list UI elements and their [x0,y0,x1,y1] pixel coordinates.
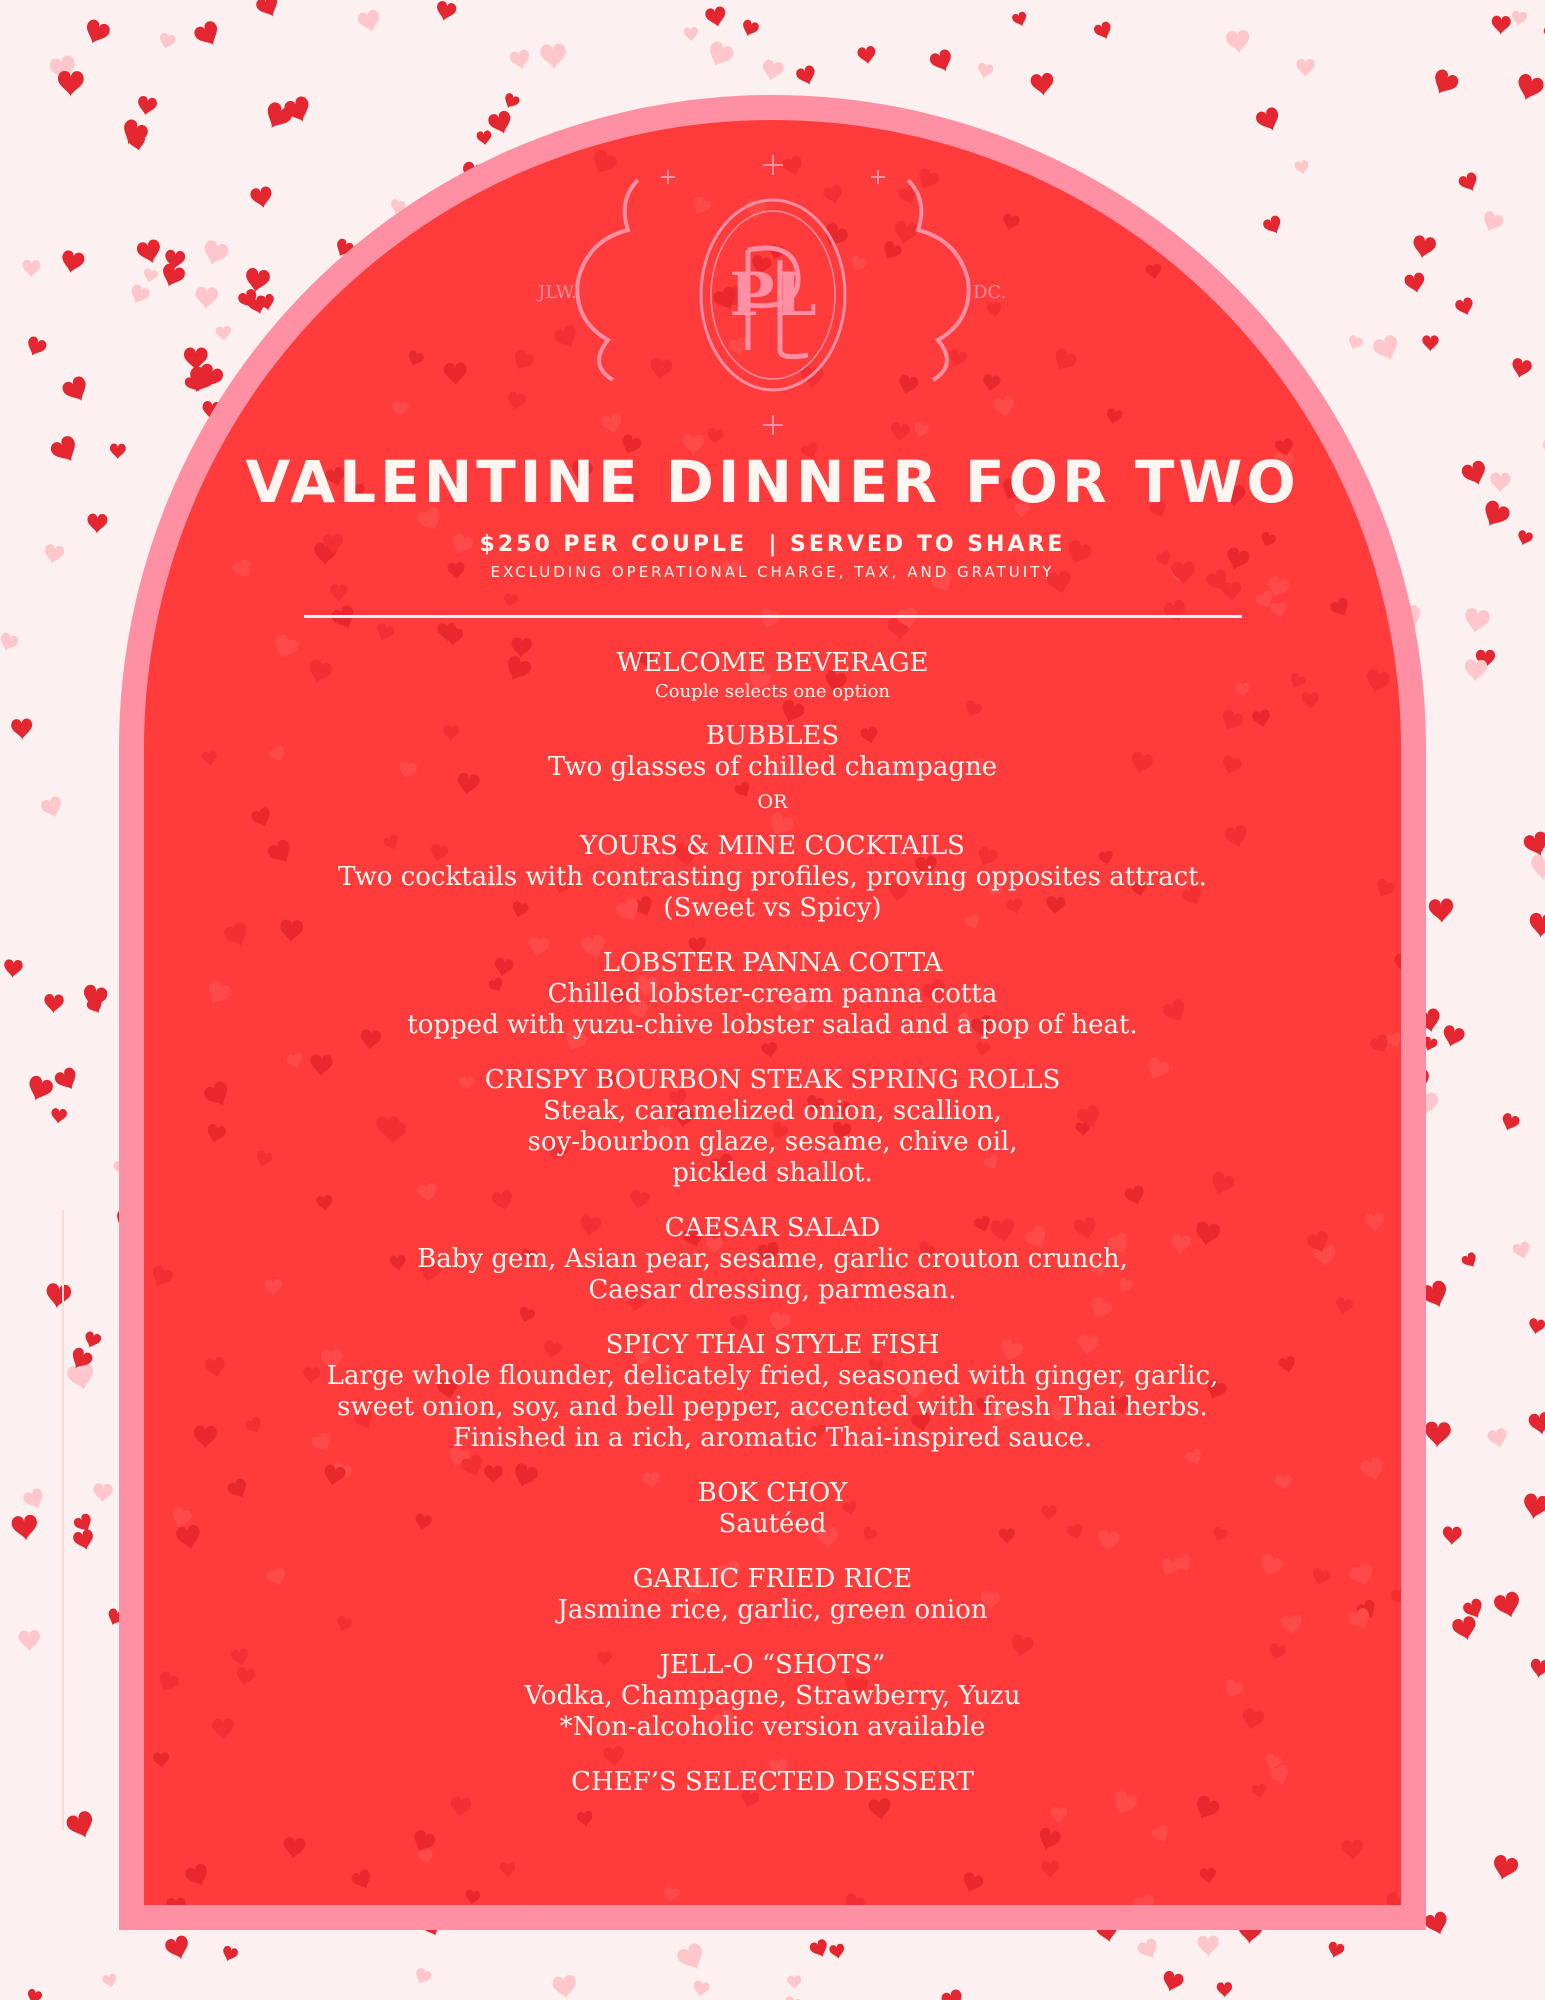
divider [304,615,1242,618]
menu-course [144,1213,1401,1306]
heart-icon [412,1966,433,1988]
course-description: soy-bourbon glaze, sesame, chive oil, [527,1127,1018,1157]
or-separator: OR [757,791,788,813]
heart-icon [1199,1867,1217,1885]
heart-icon [191,121,216,146]
heart-icon [192,19,224,51]
heart-icon [50,1108,67,1125]
heart-icon [220,1945,239,1964]
heart-icon [1442,1526,1462,1546]
heart-icon [101,1973,118,1990]
heart-icon [356,8,383,35]
price-note: EXCLUDING OPERATIONAL CHARGE, TAX, AND GRATUITY [490,563,1055,581]
heart-icon [405,349,424,369]
heart-icon [202,378,229,405]
heart-icon [1510,10,1527,27]
heart-icon [1457,171,1481,195]
course-name: CAESAR SALAD [664,1213,881,1243]
course-description: *Non-alcoholic version available [559,1712,986,1742]
heart-icon [23,260,41,278]
heart-icon [1423,1910,1451,1938]
heart-icon [1492,1590,1523,1621]
option-description: Two cocktails with contrasting profiles, proving opposites attract. [338,862,1207,892]
course-name: SPICY THAI STYLE FISH [605,1330,940,1360]
menu-title: VALENTINE DINNER FOR TWO [245,448,1300,516]
heart-icon [1440,1024,1466,1050]
option-heading: BUBBLES [705,721,840,751]
heart-icon [164,1934,193,1963]
menu-course [144,1564,1401,1626]
heart-icon [692,1980,711,1999]
heart-icon [1296,59,1315,78]
heart-icon [184,1862,213,1891]
heart-icon [1134,135,1163,164]
course-description: Chilled lobster-cream panna cotta [547,979,998,1009]
heart-icon [145,187,163,205]
heart-icon [1462,607,1490,636]
heart-icon [1454,296,1476,318]
menu-course [144,1478,1401,1540]
heart-icon [1049,346,1079,376]
course-name: CRISPY BOURBON STEAK SPRING ROLLS [484,1065,1061,1095]
heart-icon [253,318,276,342]
heart-icon [516,1904,537,1905]
menu-course [144,1330,1401,1454]
heart-icon [59,249,85,275]
heart-icon [23,335,48,360]
heart-icon [1490,1854,1520,1884]
course-name: LOBSTER PANNA COTTA [602,948,943,978]
heart-icon [330,222,346,238]
heart-icon [24,1074,55,1105]
course-description: Caesar dressing, parmesan. [588,1275,957,1305]
heart-icon [1090,124,1117,151]
heart-icon [1486,1427,1509,1450]
heart-icon [136,95,158,117]
heart-icon [500,1863,515,1879]
heart-icon [0,631,20,654]
heart-icon [1030,72,1055,97]
heart-icon [1093,20,1115,42]
heart-icon [1464,659,1488,683]
heart-icon [1276,257,1293,274]
heart-icon [1041,1861,1059,1879]
heart-icon [976,62,994,80]
option-description: (Sweet vs Spicy) [663,893,882,923]
heart-icon [1326,1941,1346,1961]
heart-icon [443,362,467,386]
heart-icon [44,994,64,1014]
heart-icon [1479,210,1505,236]
heart-icon [81,18,112,49]
heart-icon [1530,854,1545,882]
welcome-instruction: Couple selects one option [654,681,890,702]
option-heading: YOURS & MINE COCKTAILS [580,831,965,861]
heart-icon [808,1938,831,1961]
logo-right-mark: DC. [973,282,1007,303]
heart-icon [1339,158,1360,179]
heart-icon [53,1066,82,1095]
heart-icon [39,795,65,822]
heart-icon [1478,498,1512,532]
course-description: Baby gem, Asian pear, sesame, garlic crouton crunch, [417,1244,1128,1274]
heart-icon [22,1487,48,1513]
heart-icon [1136,1937,1162,1963]
heart-icon [11,718,33,740]
heart-icon [1499,1112,1521,1134]
heart-icon [829,1943,846,1960]
heart-icon [42,543,65,566]
heart-icon [60,374,92,406]
welcome-heading: WELCOME BEVERAGE [616,648,929,678]
heart-icon [1422,335,1438,352]
heart-icon [157,32,177,52]
heart-icon [540,43,567,71]
heart-icon [161,275,181,295]
heart-icon [1509,357,1532,381]
heart-icon [44,1282,72,1310]
heart-icon [3,959,23,979]
course-name: BOK CHOY [697,1478,848,1508]
heart-icon [1460,1251,1480,1271]
heart-icon [1035,1826,1062,1853]
menu-course [144,1065,1401,1189]
heart-icon [66,1362,97,1393]
heart-icon [1460,459,1490,489]
heart-icon [464,1889,481,1905]
heart-icon [1428,67,1461,100]
course-name: JELL-O “SHOTS” [659,1650,886,1680]
welcome-section [144,648,1401,924]
course-description: Sautéed [718,1509,827,1539]
option-description: Two glasses of chilled champagne [547,752,998,782]
heart-icon [281,179,301,199]
heart-icon [283,1837,306,1860]
heart-icon [795,64,819,88]
heart-icon [787,1975,802,1990]
heart-icon [1528,1411,1545,1437]
heart-icon [1521,1492,1545,1522]
heart-icon [93,1483,114,1504]
logo-left-mark: JLW. [538,282,577,303]
heart-icon [1528,912,1545,939]
heart-icon [1170,250,1192,272]
heart-icon [781,1995,803,2000]
heart-icon [1132,1893,1158,1905]
heart-icon [415,151,443,179]
heart-icon [1380,1890,1401,1905]
heart-icon [1424,1421,1451,1448]
heart-icon [928,48,956,76]
course-list [144,948,1401,1798]
course-description: topped with yuzu-chive lobster salad and a pop of heat. [407,1010,1138,1040]
heart-icon [740,19,761,40]
heart-icon [662,1885,681,1904]
heart-icon [509,48,532,71]
heart-icon [840,1892,867,1905]
heart-icon [82,1330,102,1350]
heart-icon [1225,29,1250,54]
heart-icon [434,0,457,24]
heart-icon [417,1849,434,1867]
heart-icon [65,1809,98,1843]
course-description: Vodka, Champagne, Strawberry, Yuzu [524,1681,1021,1711]
heart-icon [1011,11,1029,29]
heart-icon [1356,170,1379,194]
heart-icon [1341,1839,1363,1862]
heart-icon [1197,1935,1219,1957]
heart-icon [857,45,877,65]
heart-icon [704,5,728,29]
heart-icon [405,184,423,202]
heart-icon [391,400,410,419]
heart-icon [18,1630,40,1653]
heart-icon [1411,234,1437,260]
heart-icon [87,513,108,534]
heart-icon [11,1514,39,1542]
heart-icon [58,71,84,97]
course-name: CHEF’S SELECTED DESSERT [571,1767,974,1797]
heart-icon [1160,1970,1185,1995]
course-description: Large whole flounder, delicately fried, seasoned with ginger, garlic, [326,1361,1219,1391]
heart-icon [940,1988,966,2000]
heart-icon [959,1871,985,1897]
menu-course [144,1767,1401,1798]
course-description: pickled shallot. [672,1158,873,1188]
heart-icon [48,434,82,468]
heart-icon [110,443,126,459]
heart-icon [1451,1615,1479,1644]
course-description: Steak, caramelized onion, scallion, [543,1096,1002,1126]
heart-icon [1513,72,1545,104]
course-name: GARLIC FRIED RICE [632,1564,913,1594]
heart-icon [1403,272,1427,296]
heart-icon [1105,408,1124,427]
heart-icon [501,92,521,112]
price-line: $250 PER COUPLE | SERVED TO SHARE [479,532,1066,557]
heart-icon [760,59,785,84]
heart-icon [254,0,283,21]
menu-content [144,440,1401,1822]
heart-icon [1145,263,1163,281]
course-description: Finished in a rich, aromatic Thai-inspired sauce. [452,1423,1093,1453]
course-description: sweet onion, soy, and bell pepper, accented with fresh Thai herbs. [337,1392,1208,1422]
heart-icon [1491,15,1511,35]
heart-icon [166,1898,186,1905]
menu-course [144,948,1401,1041]
heart-icon [1512,1241,1533,1262]
heart-icon [1529,1658,1545,1680]
heart-icon [683,27,698,42]
heart-icon [72,1528,97,1553]
restaurant-logo [518,140,1028,440]
heart-icon [350,1868,375,1894]
heart-icon [704,39,736,71]
course-description: Jasmine rice, garlic, green onion [557,1595,988,1625]
heart-icon [1150,1824,1172,1846]
heart-icon [173,190,202,219]
menu-course [144,1650,1401,1743]
heart-icon [552,1974,579,2000]
heart-icon [1490,472,1511,493]
heart-icon [1428,898,1454,924]
heart-icon [1217,1982,1233,1998]
logo-monogram: PL [729,260,817,330]
edge-line [62,1210,64,1830]
heart-icon [1527,1318,1545,1337]
heart-icon [1515,529,1533,547]
heart-icon [675,1941,710,1976]
heart-icon [1222,144,1251,174]
heart-icon [1522,830,1545,860]
heart-icon [25,1988,43,2000]
